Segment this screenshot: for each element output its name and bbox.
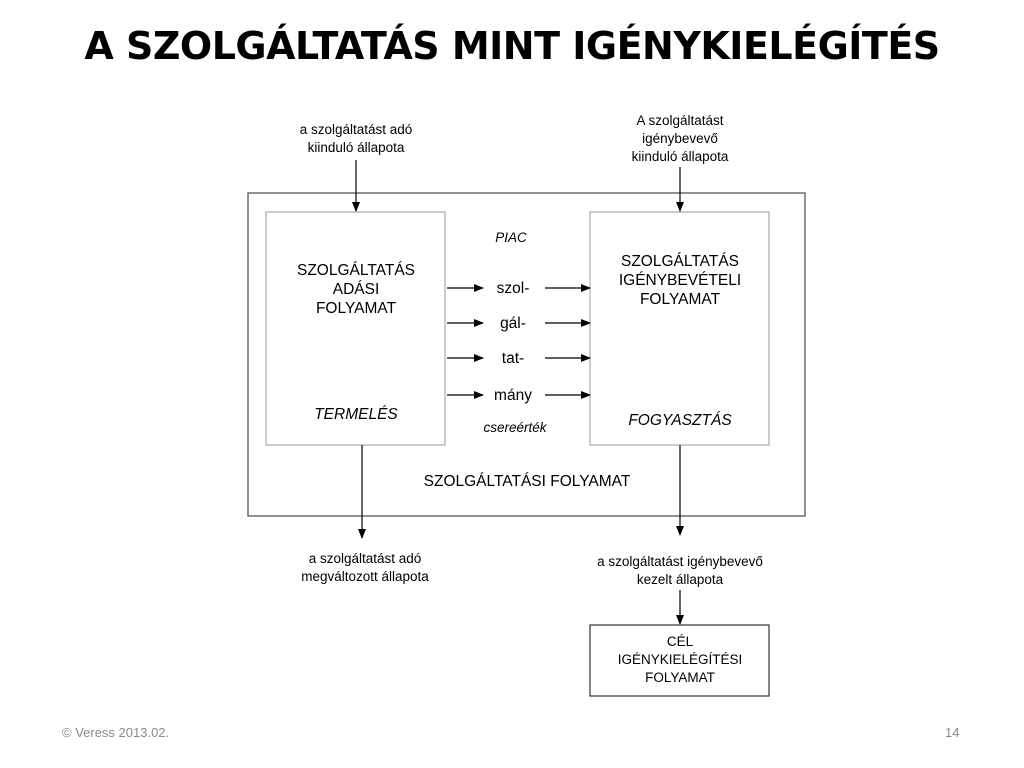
provider-process-title-line-2: ADÁSI — [332, 281, 380, 298]
consumer-end-state-line-1: a szolgáltatást igénybevevő — [597, 554, 763, 569]
consumer-process-title-line-1: SZOLGÁLTATÁS — [621, 253, 739, 270]
provider-process-title-line-3: FOLYAMAT — [315, 300, 397, 317]
market-label: PIAC — [495, 230, 527, 245]
consumer-start-state-line-1: A szolgáltatást — [636, 113, 724, 128]
consumption-label: FOGYASZTÁS — [628, 412, 732, 429]
flow-syllable-2: gál- — [500, 315, 526, 332]
exchange-value-label: csereérték — [483, 420, 547, 435]
goal-process-line-3: FOLYAMAT — [645, 670, 715, 685]
page-number: 14 — [945, 725, 960, 740]
flow-syllable-1: szol- — [496, 280, 530, 297]
consumer-process-box — [590, 212, 769, 445]
consumer-process-title-line-2: IGÉNYBEVÉTELI — [618, 272, 742, 289]
slide-title: A SZOLGÁLTATÁS MINT IGÉNYKIELÉGÍTÉS — [84, 24, 940, 68]
provider-start-state-line-2: kiinduló állapota — [307, 140, 405, 155]
consumer-start-state-line-2: igénybevevő — [642, 131, 718, 146]
flow-syllable-3: tat- — [501, 350, 525, 367]
provider-end-state-line-1: a szolgáltatást adó — [308, 551, 422, 566]
flow-syllable-4: mány — [494, 387, 532, 404]
production-label: TERMELÉS — [314, 406, 398, 423]
provider-end-state-line-2: megváltozott állapota — [301, 569, 429, 584]
provider-start-state-line-1: a szolgáltatást adó — [299, 122, 413, 137]
service-process-label: SZOLGÁLTATÁSI FOLYAMAT — [423, 473, 631, 490]
goal-process-line-1: CÉL — [666, 634, 694, 649]
consumer-end-state-line-2: kezelt állapota — [636, 572, 724, 587]
consumer-start-state-line-3: kiinduló állapota — [631, 149, 729, 164]
provider-process-title-line-1: SZOLGÁLTATÁS — [297, 262, 415, 279]
consumer-process-title-line-3: FOLYAMAT — [639, 291, 721, 308]
copyright-footer: © Veress 2013.02. — [62, 725, 170, 740]
goal-process-line-2: IGÉNYKIELÉGÍTÉSI — [617, 652, 743, 667]
